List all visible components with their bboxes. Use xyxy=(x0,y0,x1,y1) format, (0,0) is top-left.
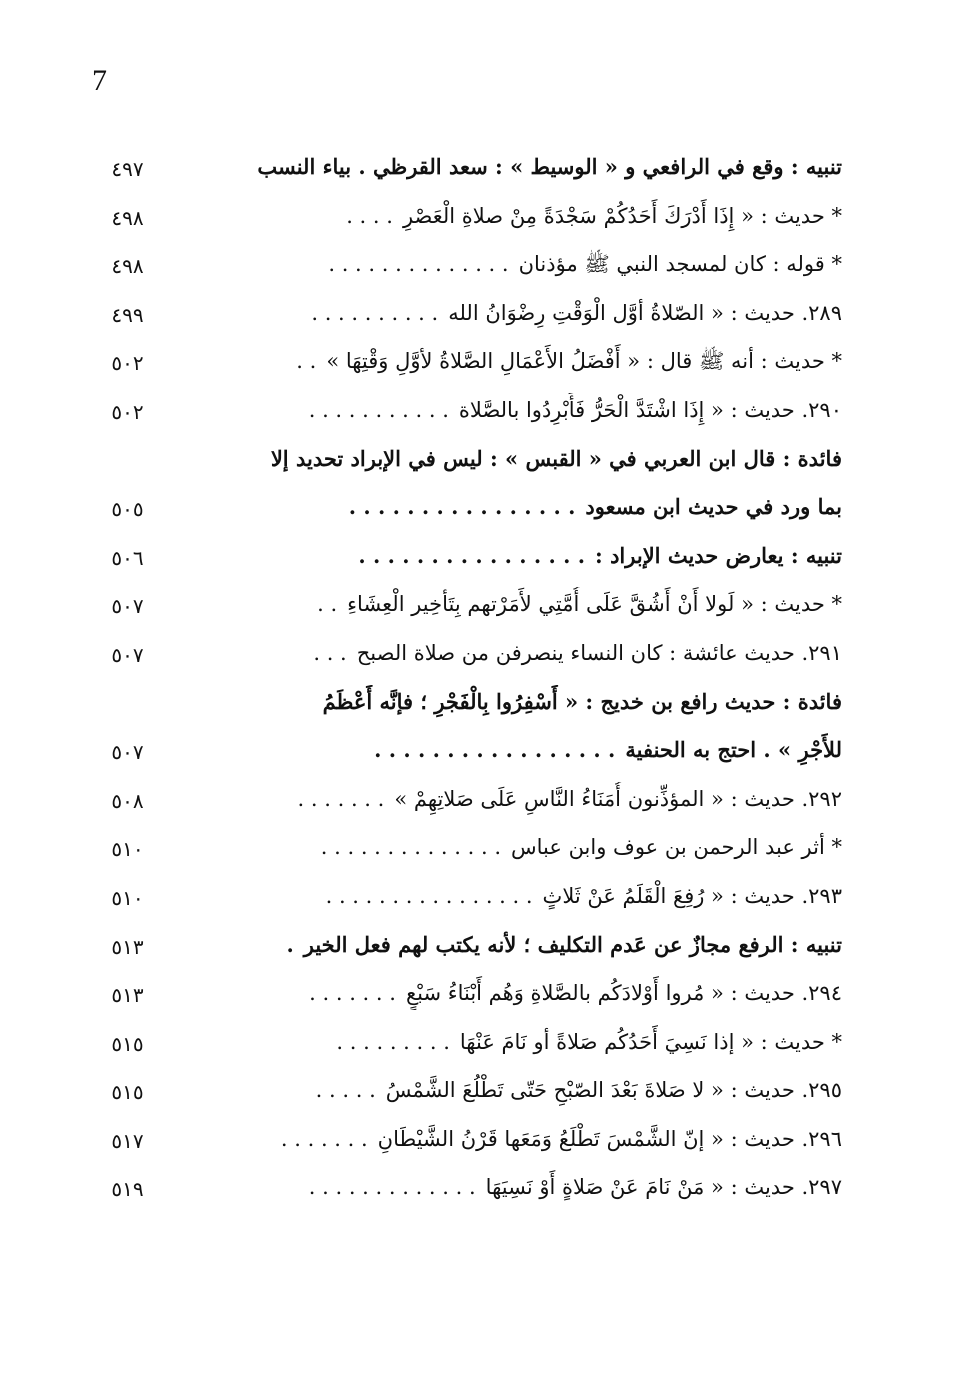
toc-leader-dots: . xyxy=(286,931,294,957)
toc-row xyxy=(0,195,955,244)
toc-entry xyxy=(212,1122,842,1156)
toc-entry xyxy=(212,490,842,524)
toc-page-number: ٥٠٧ xyxy=(111,740,144,765)
toc-entry xyxy=(212,830,842,864)
toc-leader-dots: . . xyxy=(317,592,338,617)
toc-page-number: ٥٠٢ xyxy=(111,399,144,424)
toc-page-number: ٥٠٨ xyxy=(111,788,144,813)
toc-row xyxy=(0,826,955,875)
toc-row xyxy=(0,681,955,730)
toc-page-number: ٥٠٧ xyxy=(111,594,144,619)
toc-page-number: ٥١٠ xyxy=(111,885,144,910)
toc-leader-dots: . . . . . . . xyxy=(297,786,385,811)
toc-entry xyxy=(212,1073,842,1107)
toc-entry xyxy=(212,782,842,816)
toc-row xyxy=(0,389,955,438)
toc-entry-title: ٢٩٢. حديث : « المؤذِّنون أُمَنَاءُ النَّاسِ عَلَى صَلاتِهِمْ » xyxy=(394,786,842,811)
toc-row xyxy=(0,146,955,195)
toc-page-number: ٥٠٦ xyxy=(111,545,144,570)
toc-leader-dots: . . . . . . . . . . . . . . . . xyxy=(325,883,533,908)
toc-page-number: ٥١٥ xyxy=(111,1031,144,1056)
toc-row xyxy=(0,583,955,632)
toc-page-number: ٥١٣ xyxy=(111,983,144,1008)
toc-row xyxy=(0,292,955,341)
toc-entry xyxy=(212,587,842,621)
toc-entry xyxy=(212,539,842,573)
toc-leader-dots: . . . . . . . . . . . . . . xyxy=(320,835,501,860)
table-of-contents xyxy=(0,146,955,1215)
toc-entry-title: ٢٩٣. حديث : « رُفِعَ الْقَلَمُ عَنْ ثَلاثٍ xyxy=(542,883,842,908)
toc-page-number: ٤٩٩ xyxy=(111,302,144,327)
toc-leader-dots: . . xyxy=(296,349,317,374)
toc-entry xyxy=(212,199,842,233)
toc-entry-title: ٢٩٤. حديث : « مُروا أَوْلادَكُم بالصَّلاةِ وَهُم أَبْنَاءُ سَبْعٍ xyxy=(405,981,842,1006)
toc-row xyxy=(0,1118,955,1167)
toc-entry-title: تنبيه : يعارض حديث الإبراد : xyxy=(595,542,842,568)
toc-page-number: ٥٠٥ xyxy=(111,497,144,522)
toc-row xyxy=(0,438,955,487)
toc-entry xyxy=(212,636,842,670)
toc-entry-title: بما ورد في حديث ابن مسعود xyxy=(585,494,842,520)
toc-entry-title: * حديث : أنه ﷺ قال : « أَفْضَلُ الأَعْمَالِ الصَّلاةُ لأوَّلِ وَقْتِهَا » xyxy=(326,349,842,374)
toc-entry-title: * حديث : « إِذَا أَدْرَكَ أَحَدُكُمْ سَجْدَةً مِنْ صلاةِ الْعَصْرِ xyxy=(402,203,842,228)
page-number: 7 xyxy=(92,64,107,97)
toc-row xyxy=(0,486,955,535)
toc-row xyxy=(0,1166,955,1215)
toc-entry-title: ٢٨٩. حديث : « الصّلاةُ أوَّل الْوَقْتِ رِضْوَانُ الله xyxy=(448,300,842,325)
toc-entry-title: تنبيه : وقع في الرافعي و « الوسيط » : سعد القرظي . بياء النسب xyxy=(257,154,842,179)
toc-leader-dots: . . . . . . . . . . . . . . . . xyxy=(358,542,586,568)
toc-leader-dots: . . . . . . . . . . . . . . . . xyxy=(348,494,576,520)
toc-leader-dots: . . . . . . . . . . . . . . . . . xyxy=(374,737,616,763)
toc-row xyxy=(0,535,955,584)
toc-row xyxy=(0,1021,955,1070)
toc-page-number: ٥١٠ xyxy=(111,837,144,862)
toc-leader-dots: . . . . . xyxy=(315,1078,376,1103)
toc-entry xyxy=(212,442,842,476)
toc-entry xyxy=(212,296,842,330)
toc-leader-dots: . . . . . . . . . . . . . xyxy=(308,1175,476,1200)
toc-row xyxy=(0,340,955,389)
toc-row xyxy=(0,972,955,1021)
toc-page-number: ٤٩٨ xyxy=(111,205,144,230)
toc-entry xyxy=(212,150,842,184)
toc-row xyxy=(0,924,955,973)
toc-entry-title: تنبيه : الرفع مجازٌ عن عَدم التكليف ؛ لأنه يكتب لهم فعل الخير xyxy=(303,931,842,957)
toc-row xyxy=(0,632,955,681)
toc-entry xyxy=(212,879,842,913)
toc-row xyxy=(0,778,955,827)
toc-entry xyxy=(212,247,842,281)
toc-entry-title: ٢٩٧. حديث : « مَنْ نَامَ عَنْ صَلاةٍ أَوْ نَسِيَهَا xyxy=(485,1175,842,1200)
toc-leader-dots xyxy=(261,446,271,471)
toc-leader-dots: . . . . . . . . . . . xyxy=(308,397,449,422)
toc-entry-title: ٢٩٦. حديث : « إنّ الشَّمْسَ تَطْلَعُ وَمَعَها قَرْنُ الشَّيْطَانِ xyxy=(377,1126,842,1151)
toc-leader-dots: . . . . . . . . . . . . . . xyxy=(328,252,509,277)
toc-entry-title: * حديث : « إذا نَسِيَ أَحَدُكُم صَلاةً أو نَامَ عَنْهَا xyxy=(459,1029,842,1054)
toc-page-number: ٥١٣ xyxy=(111,934,144,959)
toc-entry-title: ٢٩٠. حديث : « إِذَا اشْتَدَّ الْحَرُّ فَأَبْرِدُوا بالصَّلاة xyxy=(458,397,842,422)
toc-leader-dots: . . . . xyxy=(346,203,393,228)
toc-entry-title: * حديث : « لَولا أَنْ أَشُقَّ عَلَى أُمَّتِي لأَمَرْتهم بِتَأخِير الْعِشَاءِ xyxy=(347,592,842,617)
toc-page-number: ٥١٧ xyxy=(111,1128,144,1153)
toc-leader-dots: . . . . . . . . . . xyxy=(311,300,439,325)
toc-entry xyxy=(212,344,842,378)
toc-row xyxy=(0,729,955,778)
toc-page-number: ٥٠٢ xyxy=(111,351,144,376)
toc-entry-title: * قوله : كان لمسجد النبي ﷺ مؤذنان xyxy=(518,252,842,277)
toc-entry xyxy=(212,1170,842,1204)
toc-leader-dots xyxy=(313,689,323,714)
toc-page-number: ٥١٩ xyxy=(111,1177,144,1202)
toc-entry-title: فائدة : قال ابن العربي في « القبس » : ليس في الإبراد تحديد إلا xyxy=(270,445,842,471)
toc-entry xyxy=(212,393,842,427)
toc-row xyxy=(0,243,955,292)
toc-entry-title: فائدة : حديث رافع بن خديج : « أَسْفِرُوا بِالْفَجْرِ ؛ فإنَّه أَعْظَمُ xyxy=(322,688,842,714)
toc-entry xyxy=(212,928,842,962)
toc-entry-title: ٢٩١. حديث عائشة : كان النساء ينصرفن من صلاة الصبح xyxy=(356,640,842,665)
toc-entry-title: * أثر عبد الرحمن بن عوف وابن عباس xyxy=(511,835,842,860)
toc-entry xyxy=(212,1025,842,1059)
toc-page-number: ٥١٥ xyxy=(111,1080,144,1105)
toc-entry-title: للأَجْرِ » . احتج به الحنفية xyxy=(625,737,842,763)
toc-leader-dots: . . . . . . . xyxy=(280,1126,368,1151)
toc-row xyxy=(0,875,955,924)
toc-leader-dots: . . . xyxy=(313,640,347,665)
toc-entry-title: ٢٩٥. حديث : « لا صَلاةَ بَعْدَ الصّبْحِ حَتّى تَطْلُعَ الشَّمْسُ xyxy=(385,1078,842,1103)
toc-entry xyxy=(212,685,842,719)
toc-leader-dots xyxy=(247,154,257,179)
toc-row xyxy=(0,1069,955,1118)
toc-leader-dots: . . . . . . . . . xyxy=(336,1029,450,1054)
toc-page-number: ٥٠٧ xyxy=(111,642,144,667)
toc-page-number: ٤٩٧ xyxy=(111,157,144,181)
toc-page-number: ٤٩٨ xyxy=(111,254,144,279)
toc-leader-dots: . . . . . . . xyxy=(309,981,396,1006)
toc-entry xyxy=(212,976,842,1010)
toc-entry xyxy=(212,733,842,767)
